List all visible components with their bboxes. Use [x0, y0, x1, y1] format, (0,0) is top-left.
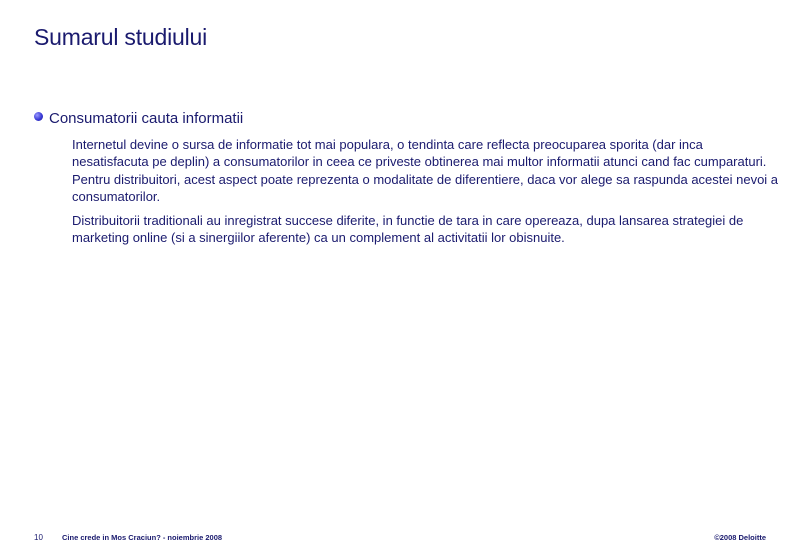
bullet-heading: Consumatorii cauta informatii — [49, 110, 244, 127]
bullet-item — [34, 110, 243, 127]
footer-copyright: ©2008 Deloitte — [714, 533, 766, 542]
footer-page-number: 10 — [34, 533, 43, 542]
paragraph-2: Distribuitorii traditionali au inregistrat succese diferite, in functie de tara in care opereaza, dupa lansarea strategiei de marketing online (si a sinergiilor aferente) ca un complement al activitatii lor obisnuite. — [72, 213, 744, 246]
body-text — [72, 136, 782, 254]
page-title: Sumarul studiului — [34, 24, 208, 50]
footer-doc-title: Cine crede in Mos Craciun? - noiembrie 2008 — [62, 533, 223, 542]
bullet-dot-icon — [34, 112, 43, 121]
paragraph-1: Internetul devine o sursa de informatie tot mai populara, o tendinta care reflecta preocuparea sporita (dar inca nesatisfacuta pe deplin) a consumatorilor in ceea ce priveste obtinerea mai multor informatii atunci cand fac cumparaturi. Pentru distribuitori, acest aspect poate reprezenta o modalitate de diferentiere, daca vor alege sa raspunda acestei nevoi a consumatorilor. — [72, 137, 779, 204]
